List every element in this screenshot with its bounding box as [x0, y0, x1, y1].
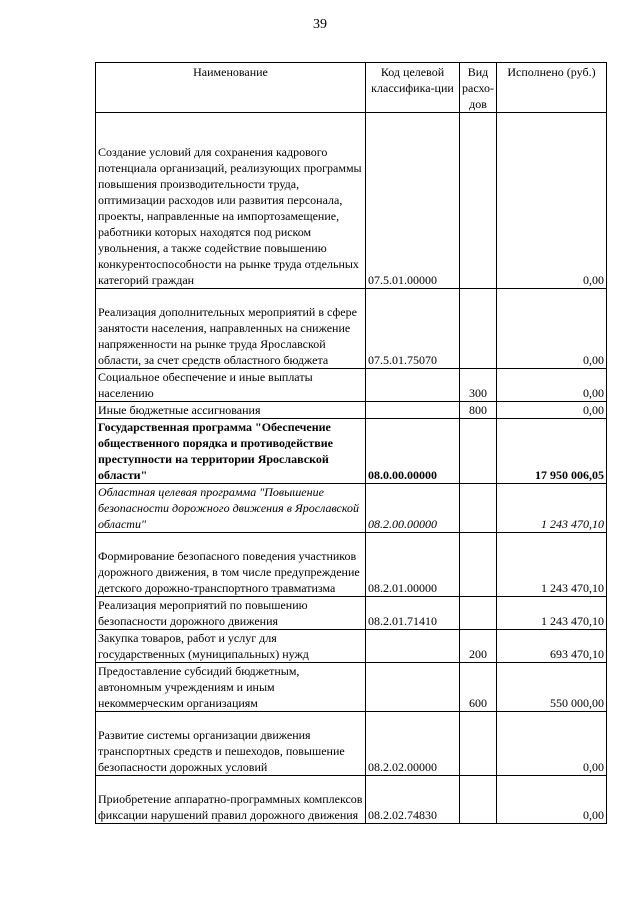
row-kind: 200 — [460, 630, 497, 663]
row-kind: 800 — [460, 402, 497, 419]
row-name: Государственная программа "Обеспечение общественного порядка и противодействие преступности на территории Ярославской области" — [96, 419, 366, 484]
row-kind — [460, 113, 497, 289]
row-name: Формирование безопасного поведения участников дорожного движения, в том числе предупреждение детского дорожно-транспортного травматизма — [96, 533, 366, 597]
row-sum: 0,00 — [497, 402, 607, 419]
table-row — [96, 776, 607, 824]
row-kind — [460, 712, 497, 776]
row-name: Создание условий для сохранения кадрового потенциала организаций, реализующих программы повышения производительности труда, оптимизации расходов или развития персонала, проекты, направленные на импортозамещение, работники которых находятся под риском увольнения, а также содействие повышению конкурентоспособности на рынке труда отдельных категорий граждан — [96, 113, 366, 289]
row-code — [366, 630, 460, 663]
row-code: 07.5.01.75070 — [366, 289, 460, 369]
row-sum: 0,00 — [497, 712, 607, 776]
row-name: Реализация мероприятий по повышению безопасности дорожного движения — [96, 597, 366, 630]
row-sum: 0,00 — [497, 289, 607, 369]
header-kind: Вид расхо-дов — [460, 63, 497, 113]
row-sum: 1 243 470,10 — [497, 484, 607, 533]
row-name: Иные бюджетные ассигнования — [96, 402, 366, 419]
row-kind — [460, 776, 497, 824]
header-code: Код целевой классифика-ции — [366, 63, 460, 113]
row-code — [366, 369, 460, 402]
row-code — [366, 663, 460, 712]
row-code: 07.5.01.00000 — [366, 113, 460, 289]
row-code — [366, 402, 460, 419]
row-code: 08.2.01.71410 — [366, 597, 460, 630]
page-number: 39 — [313, 17, 327, 32]
table-row — [96, 402, 607, 419]
row-sum: 0,00 — [497, 776, 607, 824]
row-sum: 693 470,10 — [497, 630, 607, 663]
row-name: Социальное обеспечение и иные выплаты населению — [96, 369, 366, 402]
table-row — [96, 630, 607, 663]
row-code: 08.2.02.74830 — [366, 776, 460, 824]
row-code: 08.2.01.00000 — [366, 533, 460, 597]
table-row — [96, 419, 607, 484]
row-code: 08.2.02.00000 — [366, 712, 460, 776]
table-row — [96, 533, 607, 597]
row-kind: 300 — [460, 369, 497, 402]
table-row — [96, 663, 607, 712]
row-kind — [460, 419, 497, 484]
row-name: Закупка товаров, работ и услуг для государственных (муниципальных) нужд — [96, 630, 366, 663]
table-row — [96, 113, 607, 289]
row-kind: 600 — [460, 663, 497, 712]
header-sum: Исполнено (руб.) — [497, 63, 607, 113]
row-sum: 0,00 — [497, 369, 607, 402]
row-sum: 550 000,00 — [497, 663, 607, 712]
table-row — [96, 484, 607, 533]
header-name: Наименование — [96, 63, 366, 113]
row-sum: 1 243 470,10 — [497, 533, 607, 597]
table-row — [96, 712, 607, 776]
row-sum: 1 243 470,10 — [497, 597, 607, 630]
row-sum: 17 950 006,05 — [497, 419, 607, 484]
table-header-row — [96, 63, 607, 113]
row-kind — [460, 484, 497, 533]
table-row — [96, 597, 607, 630]
row-kind — [460, 289, 497, 369]
row-name: Областная целевая программа "Повышение безопасности дорожного движения в Ярославской области" — [96, 484, 366, 533]
row-name: Развитие системы организации движения транспортных средств и пешеходов, повышение безопасности дорожных условий — [96, 712, 366, 776]
row-name: Приобретение аппаратно-программных комплексов фиксации нарушений правил дорожного движения — [96, 776, 366, 824]
expenditure-table — [95, 62, 607, 824]
row-kind — [460, 597, 497, 630]
row-name: Предоставление субсидий бюджетным, автономным учреждениям и иным некоммерческим организациям — [96, 663, 366, 712]
row-name: Реализация дополнительных мероприятий в сфере занятости населения, направленных на снижение напряженности на рынке труда Ярославской области, за счет средств областного бюджета — [96, 289, 366, 369]
row-kind — [460, 533, 497, 597]
row-code: 08.0.00.00000 — [366, 419, 460, 484]
table-row — [96, 369, 607, 402]
row-code: 08.2.00.00000 — [366, 484, 460, 533]
table-row — [96, 289, 607, 369]
row-sum: 0,00 — [497, 113, 607, 289]
